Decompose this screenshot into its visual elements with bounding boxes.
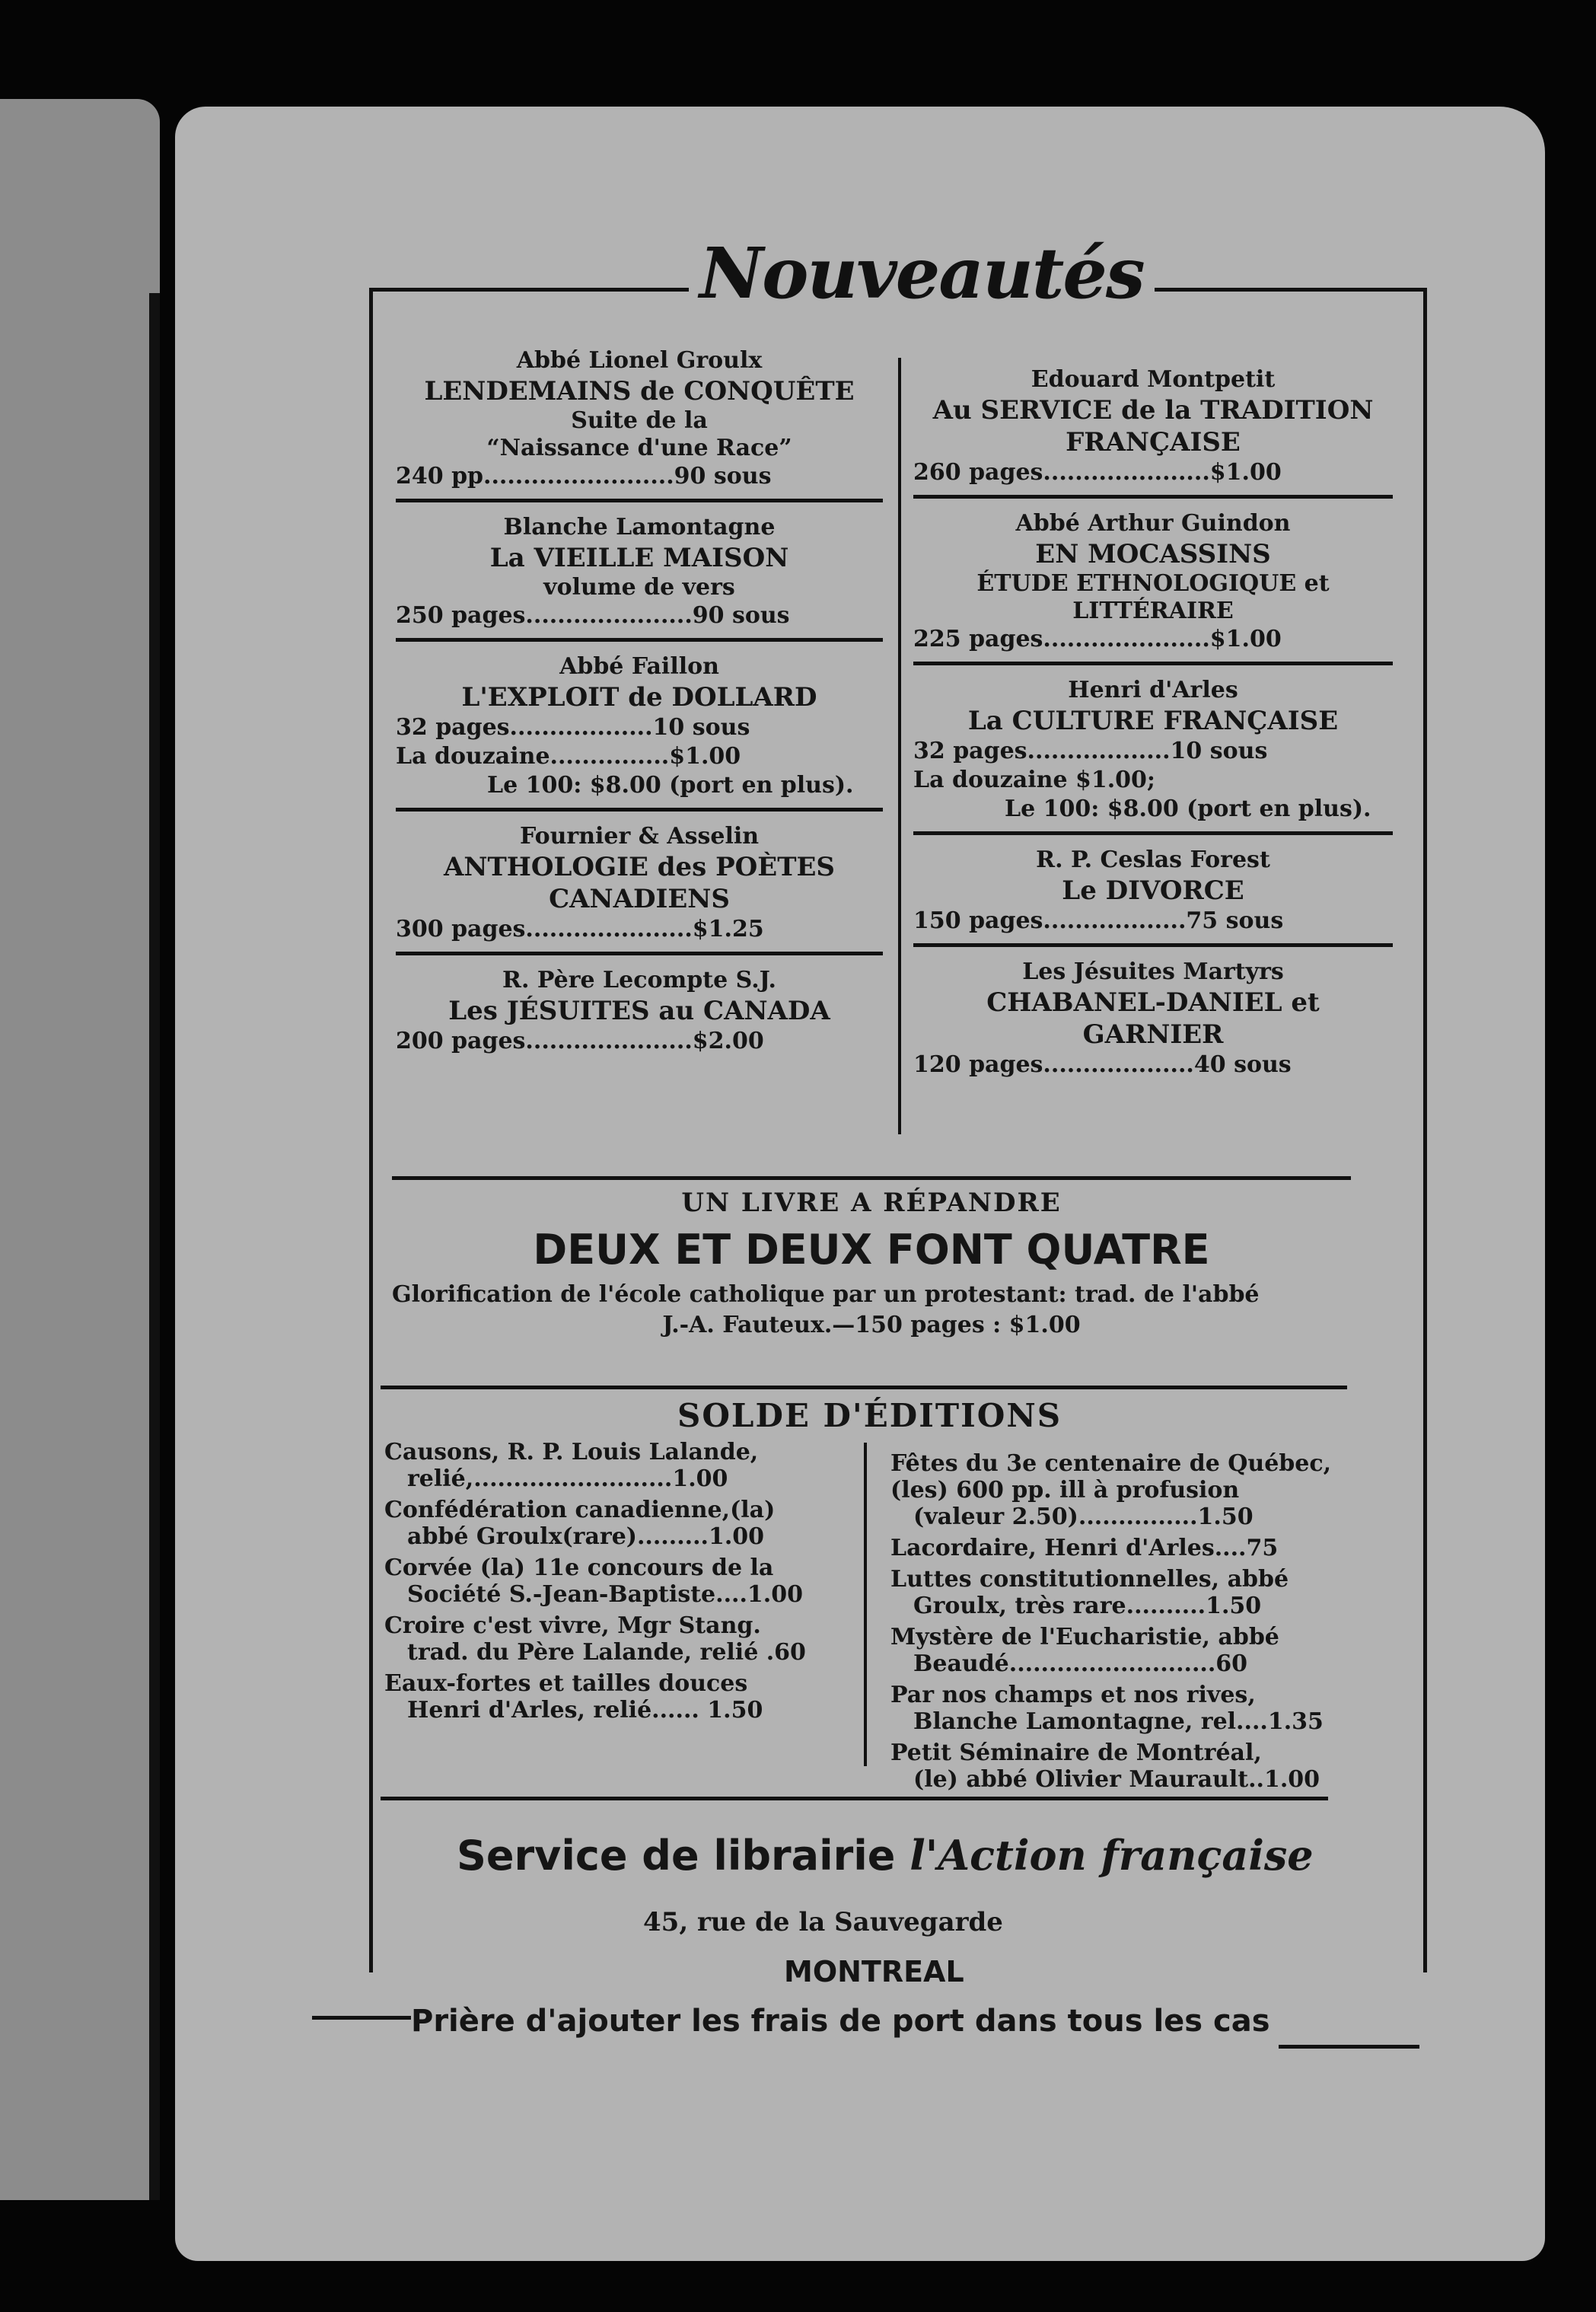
solde-line: Corvée (la) 11e concours de la [384,1555,774,1581]
book-title: Au SERVICE de la TRADITION FRANÇAISE [932,395,1374,458]
solde-item [384,1439,841,1492]
solde-line: relié,.........................1.00 [407,1465,728,1492]
solde-line: Blanche Lamontagne, rel....1.35 [913,1708,1324,1735]
book-price: Le 100: $8.00 (port en plus). [1005,796,1371,822]
book-author: Abbé Arthur Guindon [1015,510,1291,537]
feature-description: Glorification de l'école catholique par un protestant: trad. de l'abbé [392,1281,1260,1308]
solde-item [890,1535,1378,1561]
book-entry [913,958,1393,1079]
book-price: 32 pages..................10 sous [396,714,750,741]
book-title: LENDEMAINS de CONQUÊTE [424,376,855,407]
book-price: La douzaine...............$1.00 [396,743,741,770]
book-author: Fournier & Asselin [519,823,760,850]
solde-right-list [890,1450,1378,1797]
book-price: 120 pages...................40 sous [913,1051,1292,1078]
book-author: R. P. Ceslas Forest [1036,847,1270,873]
book-title: CHABANEL-DANIEL et GARNIER [986,987,1320,1050]
solde-line: trad. du Père Lalande, relié .60 [407,1639,806,1666]
entry-rule [396,499,883,502]
solde-line: Henri d'Arles, relié...... 1.50 [407,1697,763,1724]
entry-rule [396,638,883,642]
book-author: Blanche Lamontagne [503,514,776,541]
book-title: ANTHOLOGIE des POÈTES CANADIENS [444,852,835,914]
solde-item [890,1682,1378,1735]
book-entry [396,822,883,944]
solde-line: Eaux-fortes et tailles douces [384,1670,748,1697]
book-title: L'EXPLOIT de DOLLARD [461,682,817,713]
book-author: R. Père Lecompte S.J. [502,967,776,993]
book-price: 240 pp........................90 sous [396,463,772,490]
book-price: 225 pages.....................$1.00 [913,626,1282,652]
book-subtitle: ÉTUDE ETHNOLOGIQUE et LITTÉRAIRE [976,570,1330,624]
entry-rule [913,662,1393,665]
solde-item [384,1555,841,1608]
solde-item [890,1566,1378,1619]
solde-line: Société S.-Jean-Baptiste....1.00 [407,1581,803,1608]
rule [392,1176,1351,1180]
entry-rule [913,943,1393,947]
entry-rule [913,495,1393,499]
service-publication: l'Action française [909,1831,1314,1880]
book-author: Abbé Lionel Groulx [516,347,763,374]
book-price: 300 pages.....................$1.25 [396,916,764,942]
book-price: 250 pages.....................90 sous [396,602,790,629]
book-title: Le DIVORCE [1062,875,1244,906]
entry-rule [396,808,883,812]
solde-item [890,1740,1378,1793]
book-author: Les Jésuites Martyrs [1022,958,1284,985]
solde-line: Croire c'est vivre, Mgr Stang. [384,1612,761,1639]
book-entry [396,966,883,1056]
book-entry [913,676,1393,824]
book-entry [913,509,1393,654]
service-prefix: Service de librairie [457,1832,910,1880]
feature-title: DEUX ET DEUX FONT QUATRE [533,1226,1210,1274]
city: MONTREAL [784,1955,964,1988]
solde-item [384,1612,841,1666]
book-price: 200 pages.....................$2.00 [396,1028,764,1054]
solde-line: Fêtes du 3e centenaire de Québec, (les) 600 pp. ill à profusion [890,1450,1332,1504]
book-entry [913,846,1393,936]
book-subtitle: “Naissance d'une Race” [486,435,792,461]
solde-item [384,1497,841,1550]
book-entry [396,346,883,491]
book-entry [913,365,1393,487]
solde-line: Petit Séminaire de Montréal, [890,1740,1262,1766]
solde-item [890,1624,1378,1677]
book-subtitle: Suite de la [571,407,708,434]
page-title: Nouveautés [689,232,1155,314]
entry-rule [396,952,883,955]
address: 45, rue de la Sauvegarde [643,1907,1003,1937]
solde-line: abbé Groulx(rare).........1.00 [407,1523,765,1550]
right-book-column [913,365,1393,1079]
book-title: La VIEILLE MAISON [489,543,789,573]
solde-item [384,1670,841,1724]
book-price: Le 100: $8.00 (port en plus). [487,772,854,799]
entry-rule [913,831,1393,835]
solde-line: (le) abbé Olivier Maurault..1.00 [913,1766,1320,1793]
feature-price: J.-A. Fauteux.—150 pages : $1.00 [662,1312,1081,1338]
rule [381,1386,1347,1389]
solde-line: Groulx, très rare..........1.50 [913,1593,1262,1619]
solde-title: SOLDE D'ÉDITIONS [677,1397,1062,1434]
solde-line: Luttes constitutionnelles, abbé [890,1566,1289,1593]
book-author: Edouard Montpetit [1031,366,1276,393]
book-entry [396,513,883,630]
adjacent-page-edge [0,99,160,2200]
book-author: Abbé Faillon [559,653,719,680]
book-entry [396,652,883,800]
solde-divider [864,1443,867,1766]
column-divider [898,358,901,1134]
solde-left-list [384,1439,841,1728]
solde-line: Confédération canadienne,(la) [384,1497,776,1523]
solde-line: Lacordaire, Henri d'Arles....75 [890,1535,1279,1561]
book-price: 260 pages.....................$1.00 [913,459,1282,486]
book-title: La CULTURE FRANÇAISE [967,706,1339,736]
rule [381,1797,1328,1800]
feature-kicker: UN LIVRE A RÉPANDRE [681,1188,1062,1218]
solde-line: Causons, R. P. Louis Lalande, [384,1439,759,1465]
book-price: La douzaine $1.00; [913,767,1156,793]
footer-note: Prière d'ajouter les frais de port dans tous les cas [411,2004,1270,2039]
book-price: 150 pages..................75 sous [913,907,1284,934]
solde-line: (valeur 2.50)...............1.50 [913,1504,1254,1530]
book-author: Henri d'Arles [1068,677,1238,703]
left-book-column [396,346,883,1056]
solde-line: Beaudé..........................60 [913,1650,1248,1677]
book-price: 32 pages..................10 sous [913,738,1268,764]
footer-rule-left [312,2016,411,2020]
book-title: EN MOCASSINS [1035,539,1271,569]
adjacent-page-rule [149,293,160,2200]
footer-rule-right [1279,2045,1419,2049]
solde-line: Par nos champs et nos rives, [890,1682,1256,1708]
featured-book [392,1188,1351,1341]
book-title: Les JÉSUITES au CANADA [448,996,830,1026]
service-name [457,1831,1314,1880]
solde-item [890,1450,1378,1530]
book-subtitle: volume de vers [543,574,735,601]
solde-line: Mystère de l'Eucharistie, abbé [890,1624,1279,1650]
